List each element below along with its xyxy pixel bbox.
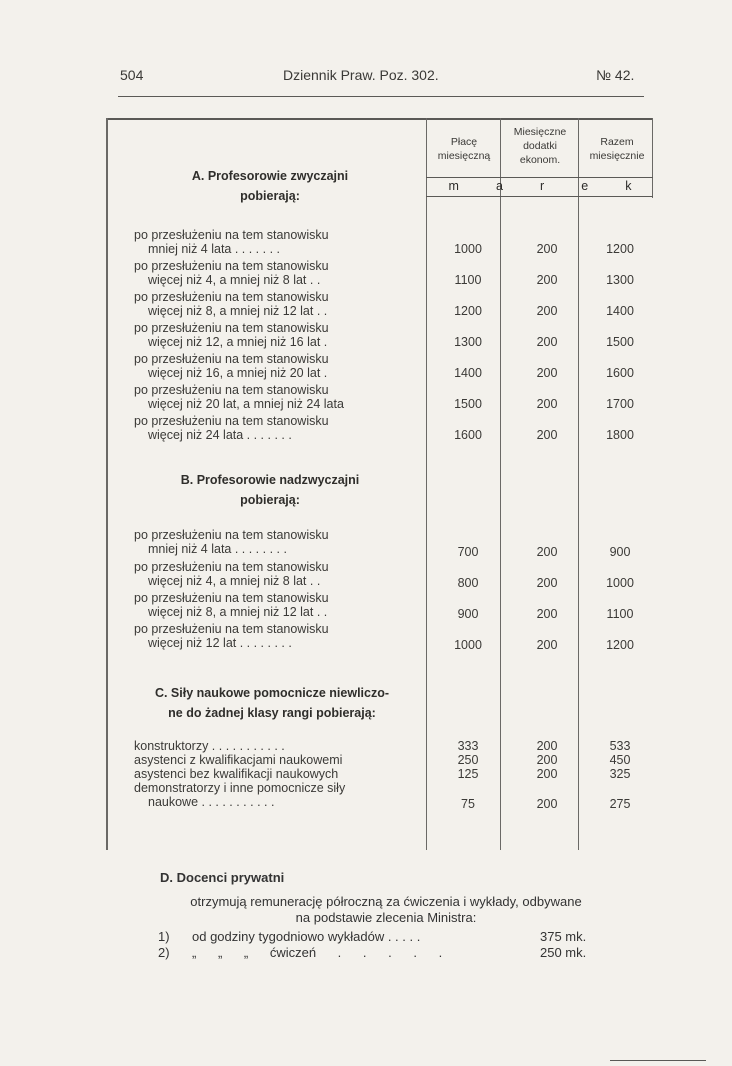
- row-bonus: 200: [536, 753, 558, 767]
- row-label: [134, 414, 410, 442]
- row-label-line2: mniej niż 4 lata . . . . . . . .: [148, 542, 287, 556]
- row-label: [134, 259, 410, 287]
- row-bonus: 200: [536, 273, 558, 287]
- section-d-item-2-amount: 250 mk.: [540, 945, 587, 960]
- row-label: [134, 739, 410, 753]
- row-pay: 250: [457, 753, 479, 767]
- section-d-item-2-text: „ „ „ ćwiczeń . . . . .: [192, 945, 443, 960]
- row-total: 900: [609, 545, 631, 559]
- column-divider-3: [578, 118, 579, 850]
- section-d-title: D. Docenci prywatni: [160, 870, 285, 885]
- table-left-border: [106, 118, 108, 850]
- row-bonus: 200: [536, 607, 558, 621]
- row-bonus: 200: [536, 242, 558, 256]
- row-label-line1: asystenci bez kwalifikacji naukowych: [134, 767, 339, 781]
- page-number: 504: [120, 67, 144, 83]
- bottom-rule: [610, 1060, 706, 1061]
- row-total: 1400: [606, 304, 634, 318]
- row-label-line1: po przesłużeniu na tem stanowisku: [134, 622, 329, 636]
- row-total: 1100: [606, 607, 634, 621]
- row-pay: 1600: [454, 428, 482, 442]
- row-bonus: 200: [536, 576, 558, 590]
- row-pay: 75: [461, 797, 475, 811]
- section-d-text-line1: otrzymują remunerację półroczną za ćwiczenia i wykłady, odbywane: [190, 894, 582, 909]
- section-c-title: C. Siły naukowe pomocnicze niewliczo- ne do żadnej klasy rangi pobierają:: [154, 686, 390, 720]
- unit-row-bottom: [426, 196, 653, 197]
- row-bonus: 200: [536, 366, 558, 380]
- section-b-title: B. Profesorowie nadzwyczajni pobierają:: [180, 473, 360, 507]
- row-total: 325: [609, 767, 631, 781]
- journal-title: Dziennik Praw. Poz. 302.: [283, 67, 439, 83]
- row-label-line1: po przesłużeniu na tem stanowisku: [134, 528, 329, 542]
- row-total: 1800: [606, 428, 634, 442]
- row-label: [134, 622, 410, 650]
- row-label: [134, 767, 410, 781]
- row-label: [134, 753, 410, 767]
- header-bonus: Miesięczne dodatki ekonom.: [513, 126, 567, 166]
- row-label: [134, 528, 410, 556]
- row-label-line1: po przesłużeniu na tem stanowisku: [134, 228, 329, 242]
- row-total: 1700: [606, 397, 634, 411]
- row-label-line2: mniej niż 4 lata . . . . . . .: [148, 242, 280, 256]
- row-label-line2: więcej niż 12 lat . . . . . . . .: [148, 636, 292, 650]
- row-label-line2: więcej niż 4, a mniej niż 8 lat . .: [148, 574, 321, 588]
- row-label-line2: więcej niż 8, a mniej niż 12 lat . .: [148, 605, 328, 619]
- row-pay: 900: [457, 607, 479, 621]
- row-pay: 125: [457, 767, 479, 781]
- row-label-line1: po przesłużeniu na tem stanowisku: [134, 290, 329, 304]
- row-label-line2: więcej niż 12, a mniej niż 16 lat .: [148, 335, 328, 349]
- row-bonus: 200: [536, 397, 558, 411]
- table-top-border: [106, 118, 653, 120]
- unit-label-marek: m a r e k: [448, 179, 632, 193]
- column-divider-2: [500, 118, 501, 850]
- row-bonus: 200: [536, 335, 558, 349]
- row-label: [134, 781, 410, 809]
- section-d-item-1-num: 1): [158, 929, 170, 944]
- column-divider-1: [426, 118, 427, 850]
- row-label-line1: po przesłużeniu na tem stanowisku: [134, 352, 329, 366]
- section-d-text-line2: na podstawie zlecenia Ministra:: [295, 910, 477, 925]
- row-label-line1: asystenci z kwalifikacjami naukowemi: [134, 753, 343, 767]
- row-label-line1: po przesłużeniu na tem stanowisku: [134, 414, 329, 428]
- row-total: 1000: [606, 576, 634, 590]
- row-pay: 700: [457, 545, 479, 559]
- row-label-line2: więcej niż 16, a mniej niż 20 lat .: [148, 366, 328, 380]
- row-label-line2: więcej niż 4, a mniej niż 8 lat . .: [148, 273, 321, 287]
- row-bonus: 200: [536, 797, 558, 811]
- row-label-line1: po przesłużeniu na tem stanowisku: [134, 259, 329, 273]
- row-label: [134, 383, 410, 411]
- row-bonus: 200: [536, 428, 558, 442]
- row-label: [134, 352, 410, 380]
- row-bonus: 200: [536, 545, 558, 559]
- row-pay: 1000: [454, 242, 482, 256]
- row-bonus: 200: [536, 739, 558, 753]
- row-label: [134, 560, 410, 588]
- row-pay: 1100: [454, 273, 482, 287]
- header-pay: Płacę miesięczną: [437, 136, 491, 162]
- row-total: 450: [609, 753, 631, 767]
- row-label-line1: konstruktorzy . . . . . . . . . . .: [134, 739, 285, 753]
- row-total: 1200: [606, 638, 634, 652]
- row-label-line1: po przesłużeniu na tem stanowisku: [134, 560, 329, 574]
- unit-row-top: [426, 177, 653, 178]
- row-label-line2: więcej niż 8, a mniej niż 12 lat . .: [148, 304, 328, 318]
- header-rule: [118, 96, 644, 97]
- header-total: Razem miesięcznie: [589, 136, 645, 162]
- row-bonus: 200: [536, 767, 558, 781]
- row-total: 1200: [606, 242, 634, 256]
- row-bonus: 200: [536, 638, 558, 652]
- row-total: 1600: [606, 366, 634, 380]
- row-total: 1300: [606, 273, 634, 287]
- row-label-line2: naukowe . . . . . . . . . . .: [148, 795, 275, 809]
- row-label-line2: więcej niż 20 lat, a mniej niż 24 lata: [148, 397, 344, 411]
- section-a-title: A. Profesorowie zwyczajni pobierają:: [191, 169, 349, 203]
- section-d-item-1-text: od godziny tygodniowo wykładów . . . . .: [192, 929, 421, 944]
- row-pay: 1500: [454, 397, 482, 411]
- row-pay: 800: [457, 576, 479, 590]
- section-d-item-2-num: 2): [158, 945, 170, 960]
- row-pay: 1400: [454, 366, 482, 380]
- row-label-line1: po przesłużeniu na tem stanowisku: [134, 591, 329, 605]
- row-bonus: 200: [536, 304, 558, 318]
- row-label-line1: demonstratorzy i inne pomocnicze siły: [134, 781, 346, 795]
- row-total: 1500: [606, 335, 634, 349]
- row-label-line2: więcej niż 24 lata . . . . . . .: [148, 428, 292, 442]
- row-label: [134, 228, 410, 256]
- row-label: [134, 591, 410, 619]
- row-pay: 1300: [454, 335, 482, 349]
- row-label-line1: po przesłużeniu na tem stanowisku: [134, 321, 329, 335]
- row-label: [134, 321, 410, 349]
- row-label-line1: po przesłużeniu na tem stanowisku: [134, 383, 329, 397]
- row-total: 533: [609, 739, 631, 753]
- row-pay: 333: [457, 739, 479, 753]
- row-pay: 1200: [454, 304, 482, 318]
- section-d-item-1-amount: 375 mk.: [540, 929, 587, 944]
- row-pay: 1000: [454, 638, 482, 652]
- row-label: [134, 290, 410, 318]
- row-total: 275: [609, 797, 631, 811]
- issue-number: № 42.: [596, 67, 635, 83]
